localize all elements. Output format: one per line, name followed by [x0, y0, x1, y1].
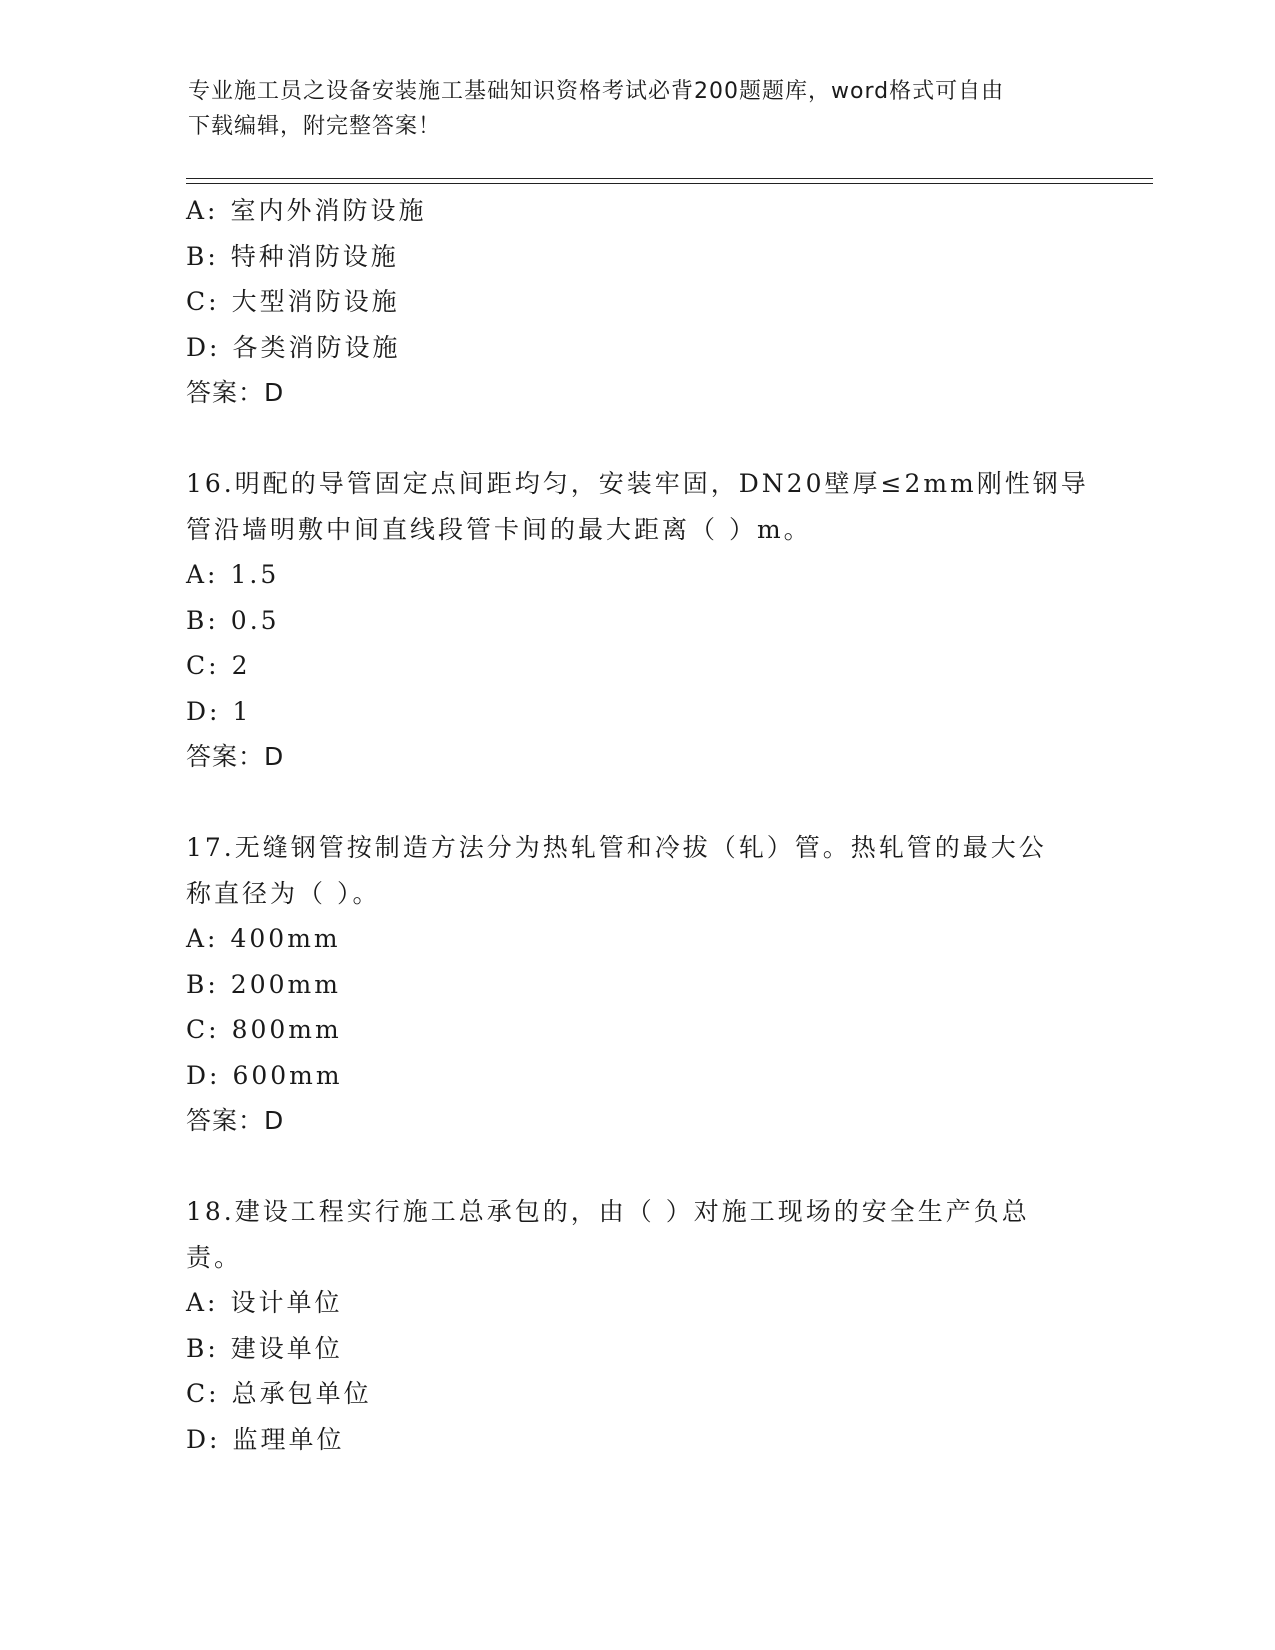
option-c: C: 2	[186, 651, 251, 680]
spacer	[186, 780, 1086, 826]
header-line-1: 专业施工员之设备安装施工基础知识资格考试必背200题题库，word格式可自由	[188, 79, 1005, 104]
option-b: B: 建设单位	[186, 1333, 343, 1363]
question-15	[186, 188, 1086, 416]
answer-line: 答案：D	[186, 1106, 285, 1135]
option-b: B: 0.5	[186, 605, 280, 635]
question-text-line-2: 称直径为（ ）。	[186, 878, 381, 908]
option-b: B: 200mm	[186, 969, 341, 999]
option-c: C: 总承包单位	[186, 1379, 372, 1408]
question-16	[186, 461, 1089, 780]
option-d: D: 监理单位	[186, 1424, 345, 1454]
option-a: A: 设计单位	[186, 1288, 343, 1317]
spacer	[186, 1144, 1086, 1190]
question-text-line-2: 责。	[186, 1242, 243, 1272]
question-text-line-1: 18.建设工程实行施工总承包的，由（ ）对施工现场的安全生产负总	[186, 1197, 1030, 1226]
option-d: D: 1	[186, 696, 252, 726]
option-c: C: 800mm	[186, 1015, 342, 1044]
document-header	[188, 74, 1088, 144]
option-d: D: 600mm	[186, 1060, 343, 1090]
header-divider-bottom	[186, 183, 1153, 184]
question-text-line-1: 16.明配的导管固定点间距均匀，安装牢固，DN20壁厚≤2mm刚性钢导	[186, 469, 1089, 498]
option-a: A: 400mm	[186, 924, 341, 953]
question-text-line-1: 17.无缝钢管按制造方法分为热轧管和冷拔（轧）管。热轧管的最大公	[186, 833, 1047, 862]
option-a: A: 1.5	[186, 560, 280, 589]
header-line-2: 下载编辑，附完整答案！	[188, 114, 442, 139]
question-18	[186, 1189, 1086, 1462]
option-a: A: 室内外消防设施	[186, 196, 427, 225]
question-list	[186, 188, 1089, 1462]
question-text-line-2: 管沿墙明敷中间直线段管卡间的最大距离（ ）m。	[186, 514, 812, 544]
answer-line: 答案：D	[186, 378, 285, 407]
question-17	[186, 825, 1086, 1144]
header-divider-top	[186, 178, 1153, 179]
option-d: D: 各类消防设施	[186, 332, 401, 362]
answer-line: 答案：D	[186, 742, 285, 771]
option-c: C: 大型消防设施	[186, 287, 400, 316]
spacer	[186, 416, 1086, 462]
option-b: B: 特种消防设施	[186, 241, 399, 271]
